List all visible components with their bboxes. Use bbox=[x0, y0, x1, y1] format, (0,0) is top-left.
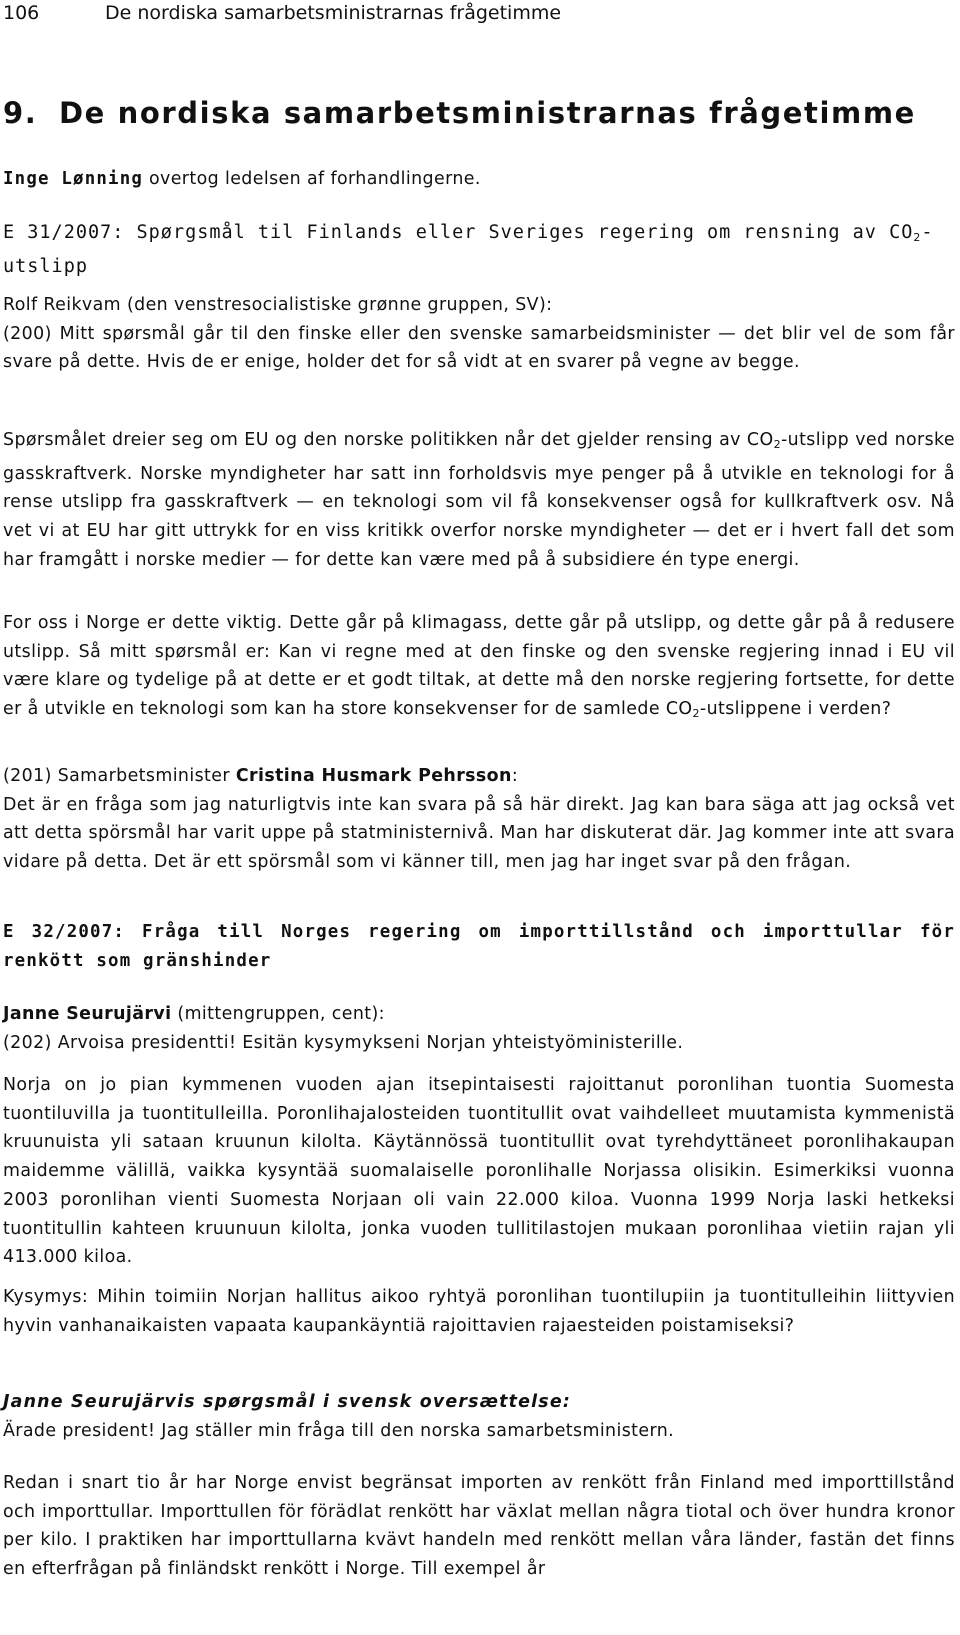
question-31-title-text: Spørgsmål til Finlands eller Sveriges regering om rensning av CO bbox=[124, 222, 914, 243]
question-31-paragraph-2 bbox=[3, 426, 955, 575]
section-heading bbox=[3, 96, 955, 130]
chair-name: Inge Lønning bbox=[3, 169, 144, 189]
running-title: De nordiska samarbetsministrarnas frågetimme bbox=[105, 2, 562, 24]
page-number: 106 bbox=[3, 2, 40, 24]
p3-text: For oss i Norge er dette viktig. Dette går på klimagass, dette går på utslipp, og dette går på å redusere utslipp. Så mitt spørsmål er: Kan vi regne med at den finske og den svenske regjering innad i EU vil være klare og tydelige på at dette er et godt tiltak, at dette må den norske regjering fortsette, for dette er å utvikle en teknologi som kan ha store konsekvenser for de samlede CO bbox=[3, 613, 955, 720]
question-31-title-suffix: -utslipp bbox=[3, 222, 934, 277]
p2-text-cont: -utslipp ved norske gasskraftverk. Norske myndigheter har satt inn forholdsvis mye penger på å utvikle en teknologi for å rense utslipp fra gasskraftverk — en teknologi som vil få konsekvenser også for kullkraftverk osv. Nå vet vi at EU har gitt uttrykk for en viss kritikk overfor norske myndigheter — det er i hvert fall det som har framgått i norske medier — for dette kan være med på å subsidiere én type energi. bbox=[3, 430, 955, 570]
question-31-asker: Rolf Reikvam (den venstresocialistiske grønne gruppen, SV): bbox=[3, 295, 553, 315]
p3-text-cont: -utslippene i verden? bbox=[699, 699, 892, 720]
translation-heading: Janne Seurujärvis spørgsmål i svensk oversættelse: bbox=[3, 1392, 572, 1412]
answer-31-text: Det är en fråga som jag naturligtvis inte kan svara på så här direkt. Jag kan bara säga att jag också vet att detta spörsmål har varit uppe på statministernivå. Man har diskuterat där. Jag kommer inte att svara vidare på detta. Det är ett spörsmål som vi känner till, men jag har inget svar på den frågan. bbox=[3, 794, 955, 873]
question-32-paragraph-1: (202) Arvoisa presidentti! Esitän kysymykseni Norjan yhteistyöministerille. bbox=[3, 1032, 684, 1053]
running-header bbox=[0, 0, 960, 26]
section-number: 9. bbox=[3, 96, 38, 130]
co2-subscript: 2 bbox=[692, 707, 700, 721]
question-31-body bbox=[3, 291, 955, 377]
translation-paragraph-2: Redan i snart tio år har Norge envist begränsat importen av renkött från Finland med importtillstånd och importtullar. Importtullen för förädlat renkött har växlat mellan några tiotal och över hundra kronor per kilo. I praktiken har importtullarna kvävt handeln med renkött mellan våra länder, fastän det finns en efterfrågan på finländskt renkött i Norge. Till exempel år bbox=[3, 1473, 955, 1580]
question-32-title bbox=[3, 918, 955, 975]
answer-colon: : bbox=[511, 766, 519, 786]
section-title: De nordiska samarbetsministrarnas frågetimme bbox=[59, 96, 916, 130]
asker-name: Janne Seurujärvi bbox=[3, 1004, 172, 1024]
question-32-label: E 32/2007: bbox=[3, 922, 126, 942]
p2-text: Spørsmålet dreier seg om EU og den norske politikken når det gjelder rensing av CO bbox=[3, 430, 774, 450]
translation-paragraph-1: Ärade president! Jag ställer min fråga till den norska samarbetsministern. bbox=[3, 1420, 675, 1441]
question-31-label: E 31/2007: bbox=[3, 222, 125, 243]
question-32-paragraph-3: Kysymys: Mihin toimiin Norjan hallitus aikoo ryhtyä poronlihan tuontilupiin ja tuontitulleihin liittyvien hyvin vanhanaikaisten vapaata kaupankäyntiä rajoittavien rajaesteiden poistamiseksi? bbox=[3, 1287, 955, 1336]
answer-prefix: (201) Samarbetsminister bbox=[3, 766, 236, 786]
co2-subscript: 2 bbox=[773, 438, 781, 451]
asker-group: (mittengruppen, cent): bbox=[171, 1004, 385, 1024]
question-32-asker bbox=[3, 1000, 955, 1057]
question-31-paragraph-3 bbox=[3, 609, 955, 729]
question-32-title-text: Fråga till Norges regering om importtillstånd och importtullar för renkött som gränshinder bbox=[3, 922, 955, 971]
answer-minister-name: Cristina Husmark Pehrsson bbox=[235, 766, 512, 786]
co2-subscript: 2 bbox=[913, 231, 922, 244]
question-31-paragraph-1: (200) Mitt spørsmål går til den finske eller den svenske samarbeidsminister — det blir vel de som får svare på dette. Hvis de er enige, holder det for så vidt at en svarer på vegne av begge. bbox=[3, 323, 955, 373]
question-32-paragraph-2: Norja on jo pian kymmenen vuoden ajan itsepintaisesti rajoittanut poronlihan tuontia Suomesta tuontiluvilla ja tuontitulleilla. Poronlihajalosteiden tuontitullit ovat vaihdelleet muutamista kymmenistä kruunuista yli sataan kruunun kilolta. Käytännössä tuontitullit ovat tyrehdyttäneet poronlihakaupan maidemme välillä, vaikka kysyntää suomalaiselle poronlihalle Norjassa olisikin. Esimerkiksi vuonna 2003 poronlihan vienti Suomesta Norjaan oli vain 22.000 kiloa. Vuonna 1999 Norja laski hetkeksi tuontitullin kahteen kruunuun kilolta, jonka vuoden tullitilastojen mukaan poronlihaa vietiin rajan yli 413.000 kiloa. bbox=[3, 1075, 955, 1268]
chair-note bbox=[3, 165, 955, 194]
answer-31 bbox=[3, 762, 955, 877]
translation-block bbox=[3, 1388, 955, 1445]
chair-text: overtog ledelsen af forhandlingerne. bbox=[143, 169, 481, 189]
question-31-title bbox=[3, 219, 955, 281]
